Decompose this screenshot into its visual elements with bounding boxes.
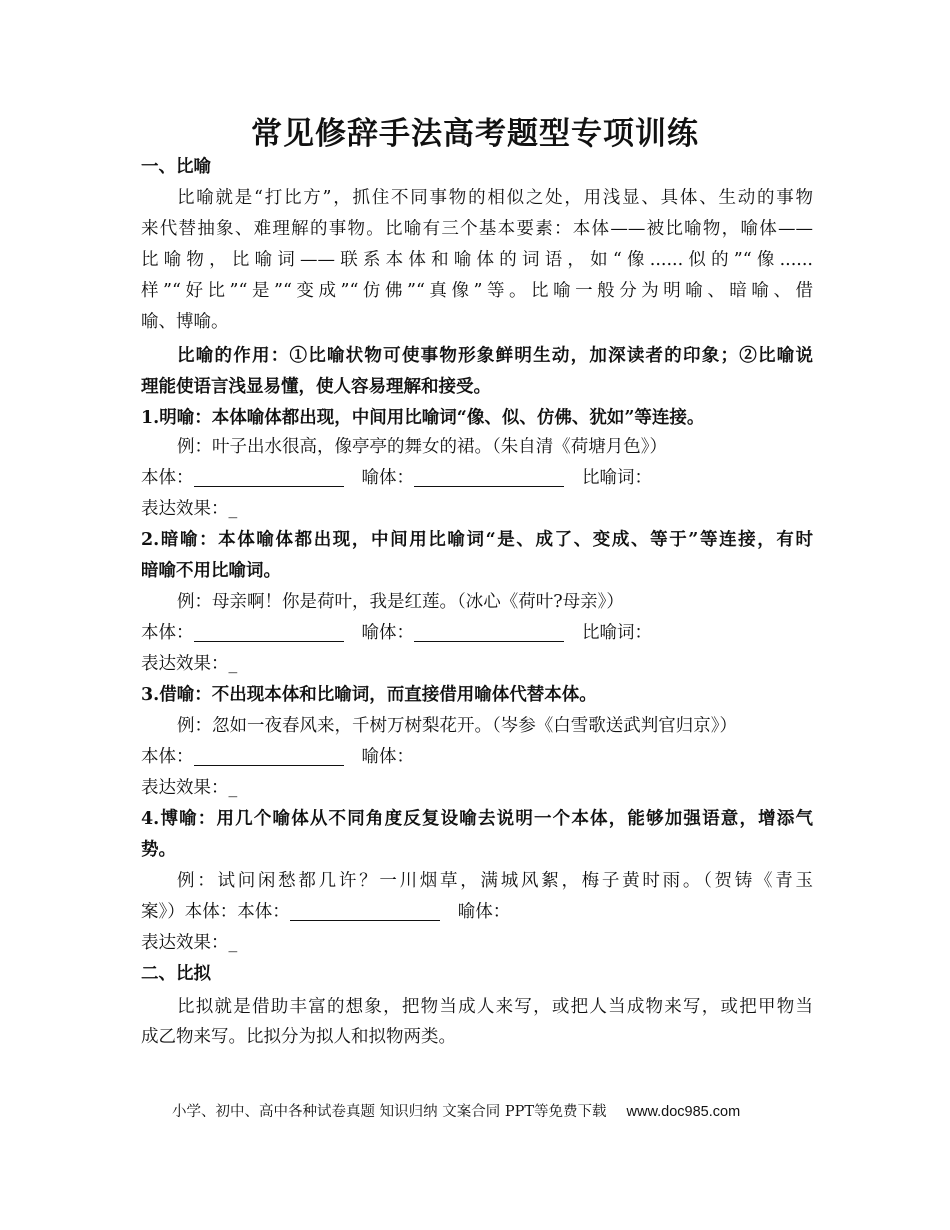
page-footer bbox=[172, 1100, 740, 1121]
page-title: 常见修辞手法高考题型专项训练 bbox=[251, 116, 699, 152]
metaphor-definition: 2.暗喻：本体喻体都出现，中间用比喻词“是、成了、变成、等于”等连接，有时 bbox=[141, 530, 813, 550]
multiple-metaphor-definition: 4.博喻：用几个喻体从不同角度反复设喻去说明一个本体，能够加强语意，增添气 bbox=[141, 809, 813, 829]
simile-answer-row bbox=[141, 463, 813, 494]
metonymic-metaphor-definition: 3.借喻：不出现本体和比喻词，而直接借用喻体代替本体。 bbox=[141, 685, 597, 705]
metaphor-answer-row bbox=[141, 618, 813, 649]
example-continuation: 案》）本体：本体： bbox=[141, 902, 290, 922]
simile-definition: 1.明喻：本体喻体都出现，中间用比喻词“像、似、仿佛、犹如”等连接。 bbox=[141, 408, 705, 428]
multiple-metaphor-answer-row bbox=[141, 897, 813, 928]
footer-url[interactable]: www.doc985.com bbox=[626, 1104, 741, 1120]
comparator-label: 比喻词： bbox=[582, 468, 652, 488]
simile-example: 例：叶子出水很高，像亭亭的舞女的裙。（朱自清《荷塘月色》） bbox=[177, 437, 667, 457]
vehicle-label: 喻体： bbox=[457, 902, 511, 922]
metonymic-answer-row bbox=[141, 742, 813, 773]
effect-label: 表达效果：_ bbox=[141, 778, 238, 798]
paragraph-line: 喻、博喻。 bbox=[141, 312, 229, 332]
paragraph-line: 比喻就是“打比方”，抓住不同事物的相似之处，用浅显、具体、生动的事物 bbox=[177, 188, 813, 208]
tenor-blank[interactable] bbox=[194, 622, 344, 642]
section-heading-metaphor: 一、比喻 bbox=[141, 157, 211, 177]
footer-text: 小学、初中、高中各种试卷真题 知识归纳 文案合同 PPT等免费下载 bbox=[172, 1104, 607, 1120]
effect-label: 表达效果：_ bbox=[141, 654, 238, 674]
tenor-blank[interactable] bbox=[290, 901, 440, 921]
metaphor-example: 例：母亲啊！你是荷叶，我是红莲。（冰心《荷叶?母亲》） bbox=[177, 592, 624, 612]
multiple-metaphor-example: 例：试问闲愁都几许？一川烟草，满城风絮，梅子黄时雨。（贺铸《青玉 bbox=[177, 871, 813, 891]
paragraph-line: 成乙物来写。比拟分为拟人和拟物两类。 bbox=[141, 1027, 456, 1047]
tenor-label: 本体： bbox=[141, 747, 194, 767]
tenor-label: 本体： bbox=[141, 623, 194, 643]
paragraph-line: 比喻物，比喻词——联系本体和喻体的词语，如“像......似的”“像...... bbox=[141, 250, 813, 270]
paragraph-line: 比拟就是借助丰富的想象，把物当成人来写，或把人当成物来写，或把甲物当 bbox=[177, 997, 813, 1017]
vehicle-blank[interactable] bbox=[414, 467, 564, 487]
vehicle-label: 喻体： bbox=[361, 623, 414, 643]
comparator-label: 比喻词： bbox=[582, 623, 652, 643]
function-line: 理能使语言浅显易懂，使人容易理解和接受。 bbox=[141, 377, 491, 397]
effect-label: 表达效果：_ bbox=[141, 933, 238, 953]
section-heading-personification: 二、比拟 bbox=[141, 964, 211, 984]
paragraph-line: 样”“好比”“是”“变成”“仿佛”“真像”等。比喻一般分为明喻、暗喻、借 bbox=[141, 281, 813, 301]
metaphor-definition: 暗喻不用比喻词。 bbox=[141, 561, 281, 581]
multiple-metaphor-definition: 势。 bbox=[141, 840, 176, 860]
vehicle-label: 喻体： bbox=[361, 747, 414, 767]
function-line: 比喻的作用：①比喻状物可使事物形象鲜明生动，加深读者的印象；②比喻说 bbox=[177, 346, 813, 366]
metonymic-metaphor-example: 例：忽如一夜春风来，千树万树梨花开。（岑参《白雪歌送武判官归京》） bbox=[177, 716, 737, 736]
tenor-label: 本体： bbox=[141, 468, 194, 488]
paragraph-line: 来代替抽象、难理解的事物。比喻有三个基本要素：本体——被比喻物，喻体—— bbox=[141, 219, 813, 239]
vehicle-blank[interactable] bbox=[414, 622, 564, 642]
effect-label: 表达效果：_ bbox=[141, 499, 238, 519]
tenor-blank[interactable] bbox=[194, 467, 344, 487]
vehicle-label: 喻体： bbox=[361, 468, 414, 488]
tenor-blank[interactable] bbox=[194, 746, 344, 766]
